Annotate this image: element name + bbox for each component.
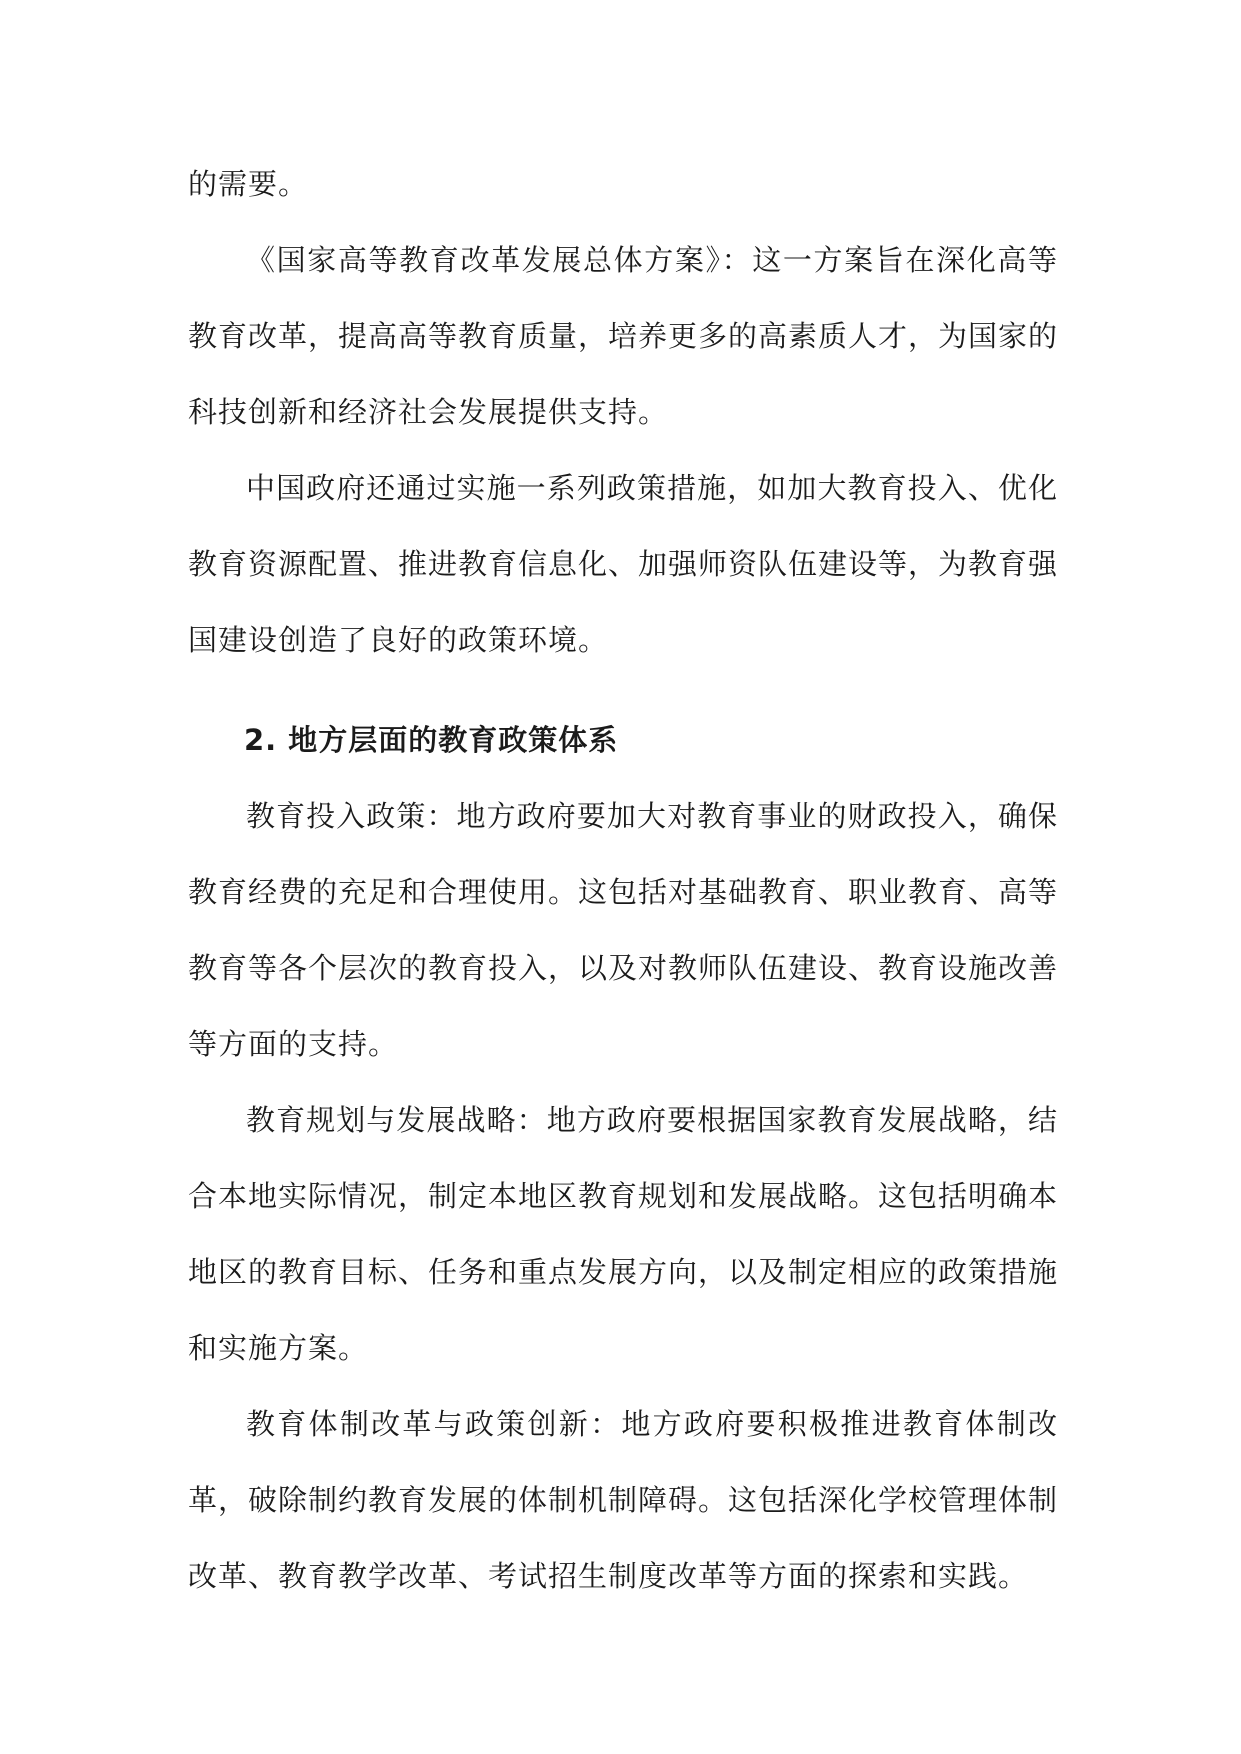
section-spacer [188,678,1058,702]
paragraph-system-reform: 教育体制改革与政策创新：地方政府要积极推进教育体制改革，破除制约教育发展的体制机制障碍。这包括深化学校管理体制改革、教育教学改革、考试招生制度改革等方面的探索和实践。 [188,1407,1059,1593]
paragraph-education-planning: 教育规划与发展战略：地方政府要根据国家教育发展战略，结合本地实际情况，制定本地区教育规划和发展战略。这包括明确本地区的教育目标、任务和重点发展方向，以及制定相应的政策措施和实施方案。 [188,1103,1059,1365]
paragraph-education-investment: 教育投入政策：地方政府要加大对教育事业的财政投入，确保教育经费的充足和合理使用。这包括对基础教育、职业教育、高等教育等各个层次的教育投入，以及对教师队伍建设、教育设施改善等方面的支持。 [188,799,1059,1061]
document-body [188,146,1058,1614]
paragraph-continuation: 的需要。 [188,167,309,201]
paragraph-policy-measures: 中国政府还通过实施一系列政策措施，如加大教育投入、优化教育资源配置、推进教育信息化、加强师资队伍建设等，为教育强国建设创造了良好的政策环境。 [188,471,1059,657]
paragraph-higher-education-plan: 《国家高等教育改革发展总体方案》：这一方案旨在深化高等教育改革，提高高等教育质量，培养更多的高素质人才，为国家的科技创新和经济社会发展提供支持。 [188,243,1059,429]
section-heading: 2. 地方层面的教育政策体系 [244,723,619,757]
